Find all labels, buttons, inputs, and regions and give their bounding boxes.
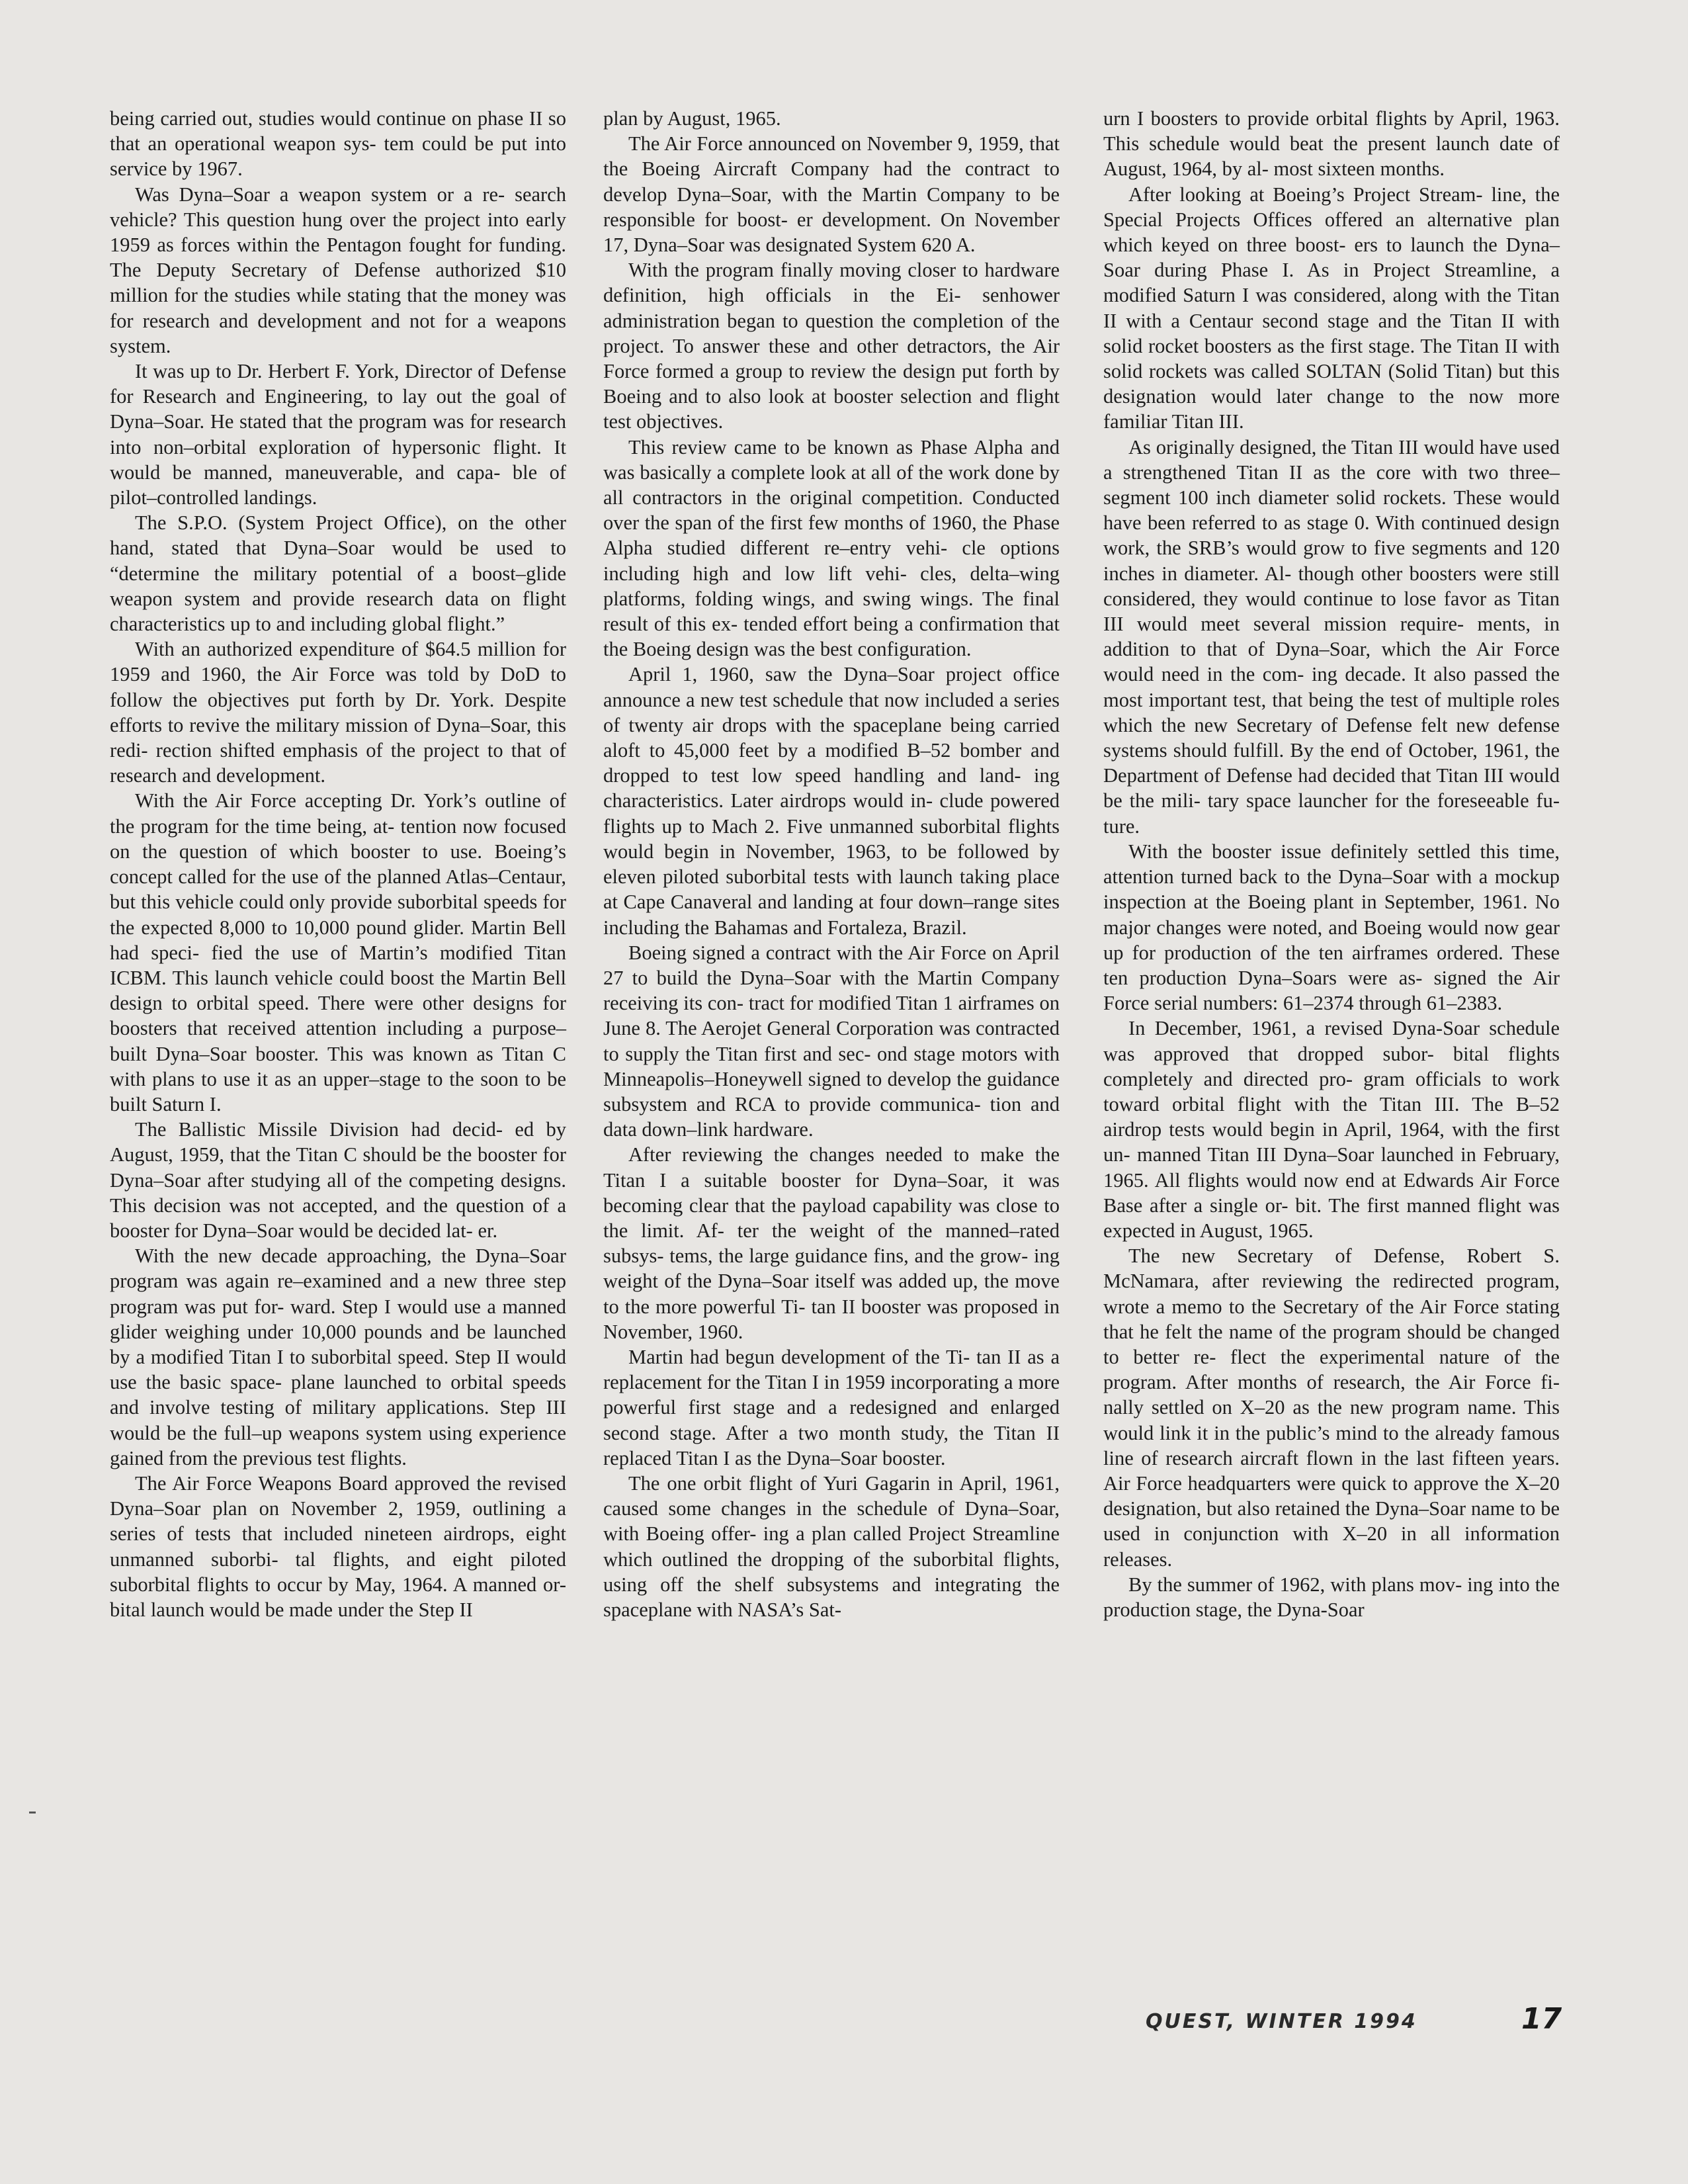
paragraph: urn I boosters to provide orbital flights by April, 1963. This schedule would beat the present launch date of August, 1964, by al- most sixteen months. <box>1103 107 1560 181</box>
publication-footer: QUEST, WINTER 1994 <box>1146 2010 1417 2033</box>
paragraph: April 1, 1960, saw the Dyna–Soar project office announce a new test schedule that now included a series of twenty air drops with the spaceplane being carried aloft to 45,000 feet by a modified B–52 bomber and dropped to test low speed handling and land- ing characteristics. Later airdrops would in- clude powered flights up to Mach 2. Five unmanned suborbital flights would begin in November, 1963, to be followed by eleven piloted suborbital tests with launch taking place at Cape Canaveral and landing at four down–range sites including the Bahamas and Fortaleza, Brazil. <box>603 663 1060 939</box>
text-column-1 <box>110 106 566 1622</box>
paragraph: As originally designed, the Titan III would have used a strengthened Titan II as the core with two three–segment 100 inch diameter solid rockets. These would have been referred to as stage 0. With continued design work, the SRB’s would grow to five segments and 120 inches in diameter. Al- though other boosters were still considered, they would continue to lose favor as Titan III would meet several mission require- ments, in addition to that of Dyna–Soar, which the Air Force would need in the com- ing decade. It also passed the most important test, that being the test of multiple roles which the new Secretary of Defense felt new defense systems should fulfill. By the end of October, 1961, the Department of Defense had decided that Titan III would be the mili- tary space launcher for the foreseeable fu- ture. <box>1103 435 1560 838</box>
paragraph: After looking at Boeing’s Project Stream- line, the Special Projects Offices offered an alternative plan which keyed on three boost- ers to launch the Dyna–Soar during Phase I. As in Project Streamline, a modified Saturn I was considered, along with the Titan II with a Centaur second stage and the Titan II with solid rocket boosters as the first stage. The Titan II with solid rockets was called SOLTAN (Solid Titan) but this designation would later change to the now more familiar Titan III. <box>1103 183 1560 433</box>
text-column-3 <box>1103 106 1560 1622</box>
paragraph: By the summer of 1962, with plans mov- ing into the production stage, the Dyna-Soar <box>1103 1573 1560 1621</box>
paragraph: With the new decade approaching, the Dyna–Soar program was again re–examined and a new three step program was put for- ward. Step I would use a manned glider weighing under 10,000 pounds and be launched by a modified Titan I to suborbital speed. Step II would use the basic space- plane launched to orbital speeds and involve testing of military applications. Step III would be the full–up weapons system using experience gained from the previous test flights. <box>110 1245 566 1469</box>
paragraph: In December, 1961, a revised Dyna-Soar schedule was approved that dropped subor- bital flights completely and directed pro- gram officials to work toward orbital flight with the Titan III. The B–52 airdrop tests would begin in April, 1964, with the first un- manned Titan III Dyna–Soar launched in February, 1965. All flights would now end at Edwards Air Force Base after a single or- bit. The first manned flight was expected in August, 1965. <box>1103 1017 1560 1242</box>
paragraph: Boeing signed a contract with the Air Force on April 27 to build the Dyna–Soar with the Martin Company receiving its con- tract for modified Titan 1 airframes on June 8. The Aerojet General Corporation was contracted to supply the Titan first and sec- ond stage motors with Minneapolis–Honeywell signed to develop the guidance subsystem and RCA to provide communica- tion and data down–link hardware. <box>603 941 1060 1141</box>
paragraph: Martin had begun development of the Ti- tan II as a replacement for the Titan I in 1959 incorporating a more powerful first stage and a redesigned and enlarged second stage. After a two month study, the Titan II replaced Titan I as the Dyna–Soar booster. <box>603 1345 1060 1469</box>
paragraph: being carried out, studies would continue on phase II so that an operational weapon sys- tem could be put into service by 1967. <box>110 107 566 181</box>
paragraph: The S.P.O. (System Project Office), on the other hand, stated that Dyna–Soar would be used to “determine the military potential of a boost–glide weapon system and provide research data on flight characteristics up to and including global flight.” <box>110 511 566 636</box>
paragraph: After reviewing the changes needed to make the Titan I a suitable booster for Dyna–Soar, it was becoming clear that the payload capability was close to the limit. Af- ter the weight of the manned–rated subsys- tems, the large guidance fins, and the grow- ing weight of the Dyna–Soar itself was added up, the move to the more powerful Ti- tan II booster was proposed in November, 1960. <box>603 1143 1060 1343</box>
margin-mark <box>29 1812 36 1813</box>
paragraph: With the program finally moving closer to hardware definition, high officials in the Ei- senhower administration began to question the completion of the project. To answer these and other detractors, the Air Force formed a group to review the design put forth by Boeing and to also look at booster selection and flight test objectives. <box>603 259 1060 433</box>
page-number: 17 <box>1521 2002 1562 2036</box>
paragraph: It was up to Dr. Herbert F. York, Director of Defense for Research and Engineering, to lay out the goal of Dyna–Soar. He stated that the program was for research into non–orbital exploration of hypersonic flight. It would be manned, maneuverable, and capa- ble of pilot–controlled landings. <box>110 360 566 509</box>
paragraph: With an authorized expenditure of $64.5 million for 1959 and 1960, the Air Force was told by DoD to follow the objectives put forth by Dr. York. Despite efforts to revive the military mission of Dyna–Soar, this redi- rection shifted emphasis of the project to that of research and development. <box>110 638 566 787</box>
paragraph: The one orbit flight of Yuri Gagarin in April, 1961, caused some changes in the schedule of Dyna–Soar, with Boeing offer- ing a plan called Project Streamline which outlined the dropping of the suborbital flights, using off the shelf subsystems and integrating the spaceplane with NASA’s Sat- <box>603 1471 1060 1621</box>
text-column-2 <box>603 106 1060 1622</box>
paragraph: The Air Force Weapons Board approved the revised Dyna–Soar plan on November 2, 1959, outlining a series of tests that included nineteen airdrops, eight unmanned suborbi- tal flights, and eight piloted suborbital flights to occur by May, 1964. A manned or- bital launch would be made under the Step II <box>110 1471 566 1621</box>
paragraph: This review came to be known as Phase Alpha and was basically a complete look at all of the work done by all contractors in the original competition. Conducted over the span of the first few months of 1960, the Phase Alpha studied different re–entry vehi- cle options including high and low lift vehi- cles, delta–wing platforms, folding wings, and swing wings. The final result of this ex- tended effort being a confirmation that the Boeing design was the best configuration. <box>603 435 1060 661</box>
paragraph: The new Secretary of Defense, Robert S. McNamara, after reviewing the redirected program, wrote a memo to the Secretary of the Air Force stating that he felt the name of the program should be changed to better re- flect the experimental nature of the program. After months of research, the Air Force fi- nally settled on X–20 as the new program name. This would link it in the public’s mind to the already famous line of research aircraft flown in the last fifteen years. Air Force headquarters were quick to approve the X–20 designation, but also retained the Dyna–Soar name to be used in conjunction with X–20 in all information releases. <box>1103 1245 1560 1571</box>
paragraph: Was Dyna–Soar a weapon system or a re- search vehicle? This question hung over the project into early 1959 as forces within the Pentagon fought for funding. The Deputy Secretary of Defense authorized $10 million for the studies while stating that the money was for research and development and not for a weapons system. <box>110 183 566 357</box>
paragraph: The Ballistic Missile Division had decid- ed by August, 1959, that the Titan C should be the booster for Dyna–Soar after studying all of the competing designs. This decision was not accepted, and the question of a booster for Dyna–Soar would be decided lat- er. <box>110 1118 566 1242</box>
paragraph: plan by August, 1965. <box>603 107 781 130</box>
paragraph: With the Air Force accepting Dr. York’s outline of the program for the time being, at- tention now focused on the question of which booster to use. Boeing’s concept called for the use of the planned Atlas–Centaur, but this vehicle could only provide suborbital speeds for the expected 8,000 to 10,000 pound glider. Martin Bell had speci- fied the use of Martin’s modified Titan ICBM. This launch vehicle could boost the Martin Bell design to orbital speed. There were other designs for boosters that received attention including a purpose–built Dyna–Soar booster. This was known as Titan C with plans to use it as an upper–stage to the soon to be built Saturn I. <box>110 789 566 1115</box>
paragraph: The Air Force announced on November 9, 1959, that the Boeing Aircraft Company had the contract to develop Dyna–Soar, with the Martin Company to be responsible for boost- er development. On November 17, Dyna–Soar was designated System 620 A. <box>603 132 1060 257</box>
paragraph: With the booster issue definitely settled this time, attention turned back to the Dyna–Soar with a mockup inspection at the Boeing plant in September, 1961. No major changes were noted, and Boeing would now gear up for production of the ten airframes ordered. These ten production Dyna–Soars were as- signed the Air Force serial numbers: 61–2374 through 61–2383. <box>1103 840 1560 1015</box>
